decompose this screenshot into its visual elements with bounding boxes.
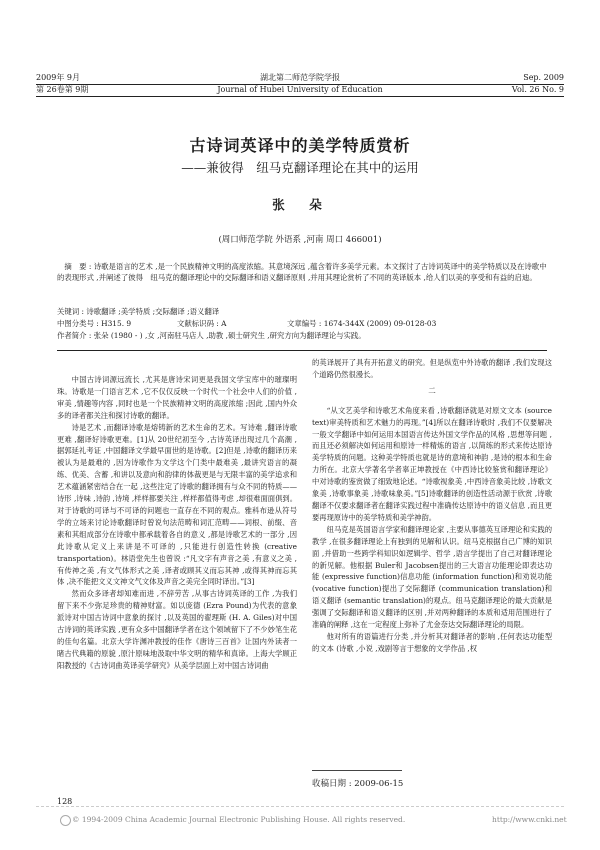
article-number: 文章编号 : 1674-344X (2009) 09-0128-03 bbox=[287, 319, 437, 328]
paragraph: 诗是艺术 ,而翻译诗歌是熔铸新的艺术生命的艺术。写诗难 ,翻译诗歌更难 ,翻译好诗歌更难。[1]从 20世纪初至今 ,古诗英译出现过几个高潮 ,据郭延礼考证 ,中国翻译文学最早面世的是诗歌。[2]但是 ,诗歌的翻译历来被认为是最难的 ,因为诗歌作为文学这个门类中最难美 ,最讲究语言的凝练、优美、含蓄 ,和讲以及意向和韵律的体裁更是与无限丰富的美学追求和艺术蕴涵紧密结合在一起 ,这些注定了诗歌的翻译拥有与众不同的特质——诗形 ,诗味 ,诗韵 ,诗境 ,样样都要关注 ,样样都值得考虑 ,却很难面面俱到。对于诗歌的可译与不可译的问题也一直存在不同的观点。雅科布逊从符号学的立场来讨论诗歌翻译时曾说句法范畴和词汇范畴——词根、前缀、音素和其组成部分在诗歌中都承载着各自的意义 ,都是诗歌艺术的一部分 ,因此诗歌从定义上来讲是不可译的 ,只能进行创造性转换 (creative transportation)。林语堂先生也曾说 :“凡文字有声音之美 ,有意义之美 ,有传神之美 ,有文气体形式之美 ,译者或顾其义而忘其神 ,或得其神而忘其体 ,决不能把文义文神文气文体及声音之美完全同时译出。”[3] bbox=[57, 422, 297, 587]
right-column bbox=[312, 357, 552, 655]
abstract: 摘 要 : 诗歌是语言的艺术 ,是一个民族精神文明的高度浓缩。其意境深远 ,蕴含着许多美学元素。本文探讨了古诗词英译中的美学特质以及在诗歌中的表现形式 ,并阐述了彼得 纽马克的翻译理论中的交际翻译和语义翻译原则 ,并用其理论赏析了不同的英译版本 ,给人们以美的享受和有益的启迪。 bbox=[57, 262, 547, 283]
paragraph: 纽马克是英国语言学家和翻译理论家 ,主要从事德英互译理论和实践的教学 ,在很多翻译理论上有独到的见解和认识。纽马克根据自己广博的知识面 ,并借助一些跨学科知识如逻辑学、哲学 ,语言学提出了自己对翻译理论的新见解。他根据 Buler和 Jacobsen提出的三大语言功能理论即表达功能 (expressive function)信息功能 (information function)和劝说功能 (vocative function)提出了交际翻译 (communication translation)和语义翻译 (semantic translation)的观点。纽马克翻译理论的最大贡献是强调了交际翻译和语义翻译的区别 ,并对两种翻译的本质和适用范围进行了准确的阐释 ,这在一定程度上弥补了尤金奈达交际翻译理论的局限。 bbox=[312, 524, 552, 630]
paragraph: “从文艺美学和诗歌艺术角度来看 ,诗歌翻译就是对原文文本 (source text)审美特质和艺术魅力的再现。”[4]所以在翻译诗歌时 ,我们不仅要解决一般文学翻译中如何运用本国语言传达外国文学作品的风格 ,思想等问题 ,而且还必须解决如何运用和原诗一样精炼的语言 ,以简练的形式来传达原诗美学特质的问题。这种美学特质也就是诗的意境和神韵 ,是诗的根本和生命力所在。北京大学著名学者辜正坤教授在《中西诗比较鉴赏和翻译理论》中对诗歌的鉴赏做了细致地论述。“诗歌视象美 ,中西诗音象美比较 ,诗歌文象美 ,诗歌事象美 ,诗歌味象美。”[5]诗歌翻译的创造性活动源于欣赏 ,诗歌翻译不仅要求翻译者在翻译实践过程中准确传达原诗中的语义信息 ,而且更要再现原诗中的美学特质和美学神韵。 bbox=[312, 405, 552, 522]
section-number: 二 bbox=[428, 385, 436, 395]
cnki-logo-icon bbox=[60, 815, 71, 826]
cnki-link[interactable]: http://www.cnki.net bbox=[492, 815, 567, 824]
page-number: 128 bbox=[57, 797, 73, 806]
article-title: 古诗词英译中的美学特质赏析 bbox=[189, 136, 411, 155]
author-affiliation: (周口师范学院 外语系 ,河南 周口 466001) bbox=[218, 235, 382, 245]
clc-number: 中图分类号 : H315. 9 bbox=[57, 319, 132, 328]
paragraph: 他对所有的语篇进行分类 ,并分析其对翻译者的影响 ,任何表达功能型的文本 (诗歌 ,小说 ,戏剧等言于想象的文学作品 ,权 bbox=[312, 631, 552, 653]
received-rule bbox=[312, 770, 402, 771]
received-date: 收稿日期 : 2009-06-15 bbox=[312, 779, 404, 789]
left-column bbox=[57, 374, 297, 672]
article-subtitle: ——兼彼得 纽马克翻译理论在其中的运用 bbox=[181, 160, 419, 175]
header-rule-thin bbox=[36, 84, 564, 85]
author-bio: 作者简介 : 张朵 (1980 - ) ,女 ,河南驻马店人 ,助教 ,硕士研究生 ,研究方向为翻译理论与实践。 bbox=[57, 331, 366, 340]
article-author: 张 朵 bbox=[272, 197, 328, 212]
header-journal-en: Journal of Hubei University of Education bbox=[217, 85, 383, 94]
header-date-cn: 2009年 9月 bbox=[36, 73, 80, 82]
header-date-en: Sep. 2009 bbox=[523, 73, 564, 82]
classification-line bbox=[57, 318, 547, 329]
document-code: 文献标识码 : A bbox=[177, 319, 227, 328]
paragraph: 中国古诗词源远流长 ,尤其是唐诗宋词更是我国文学宝库中的璀璨明珠。诗歌是一门语言艺术 ,它不仅仅反映一个时代一个社会中人们的价值 ,审美 ,情趣等内容 ,同时也是一个民族精神文明的高度浓缩 ;因此 ,国内外众多的译者都关注和探讨诗歌的翻译。 bbox=[57, 375, 297, 420]
header-volume-cn: 第 26卷第 9期 bbox=[36, 85, 89, 94]
keywords: 关键词 : 诗歌翻译 ;美学特质 ;交际翻译 ;语义翻译 bbox=[57, 307, 220, 316]
paragraph: 然而众多译者却知难而进 ,不辞劳苦 ,从事古诗词英译的工作 ,为我们留下来不少弥足珍贵的精神财富。如以庞德 (Ezra Pound)为代表的意象派诗对中国古诗词中意象的探讨 ,以及英国的翟理斯 (H. A. Giles)对中国古诗词的英译实践 ,更有众多中国翻译学者在这个领域留下了不少妙笔生花的佳句名篇。北京大学许渊冲教授的佳作《唐诗三百首》让国内外读者一睹古代典籍的原貌 ,原汁原味地汲取中华文明的精华和真谛。上海大学顾正阳教授的《古诗词曲英译美学研究》从美学层面上对中国古诗词曲 bbox=[57, 589, 297, 670]
header-journal-cn: 湖北第二师范学院学报 bbox=[260, 73, 340, 82]
copyright-text: © 1994-2009 China Academic Journal Electronic Publishing House. All rights reserved. bbox=[72, 815, 406, 824]
header-rule bbox=[36, 96, 564, 97]
paragraph: 的英译展开了具有开拓意义的研究。但是纵览中外诗歌的翻译 ,我们发现这个道路仍然很漫长。 bbox=[312, 358, 552, 379]
header-volume-en: Vol. 26 No. 9 bbox=[511, 85, 564, 94]
footer-divider bbox=[36, 806, 564, 808]
abstract-rule bbox=[57, 350, 547, 351]
